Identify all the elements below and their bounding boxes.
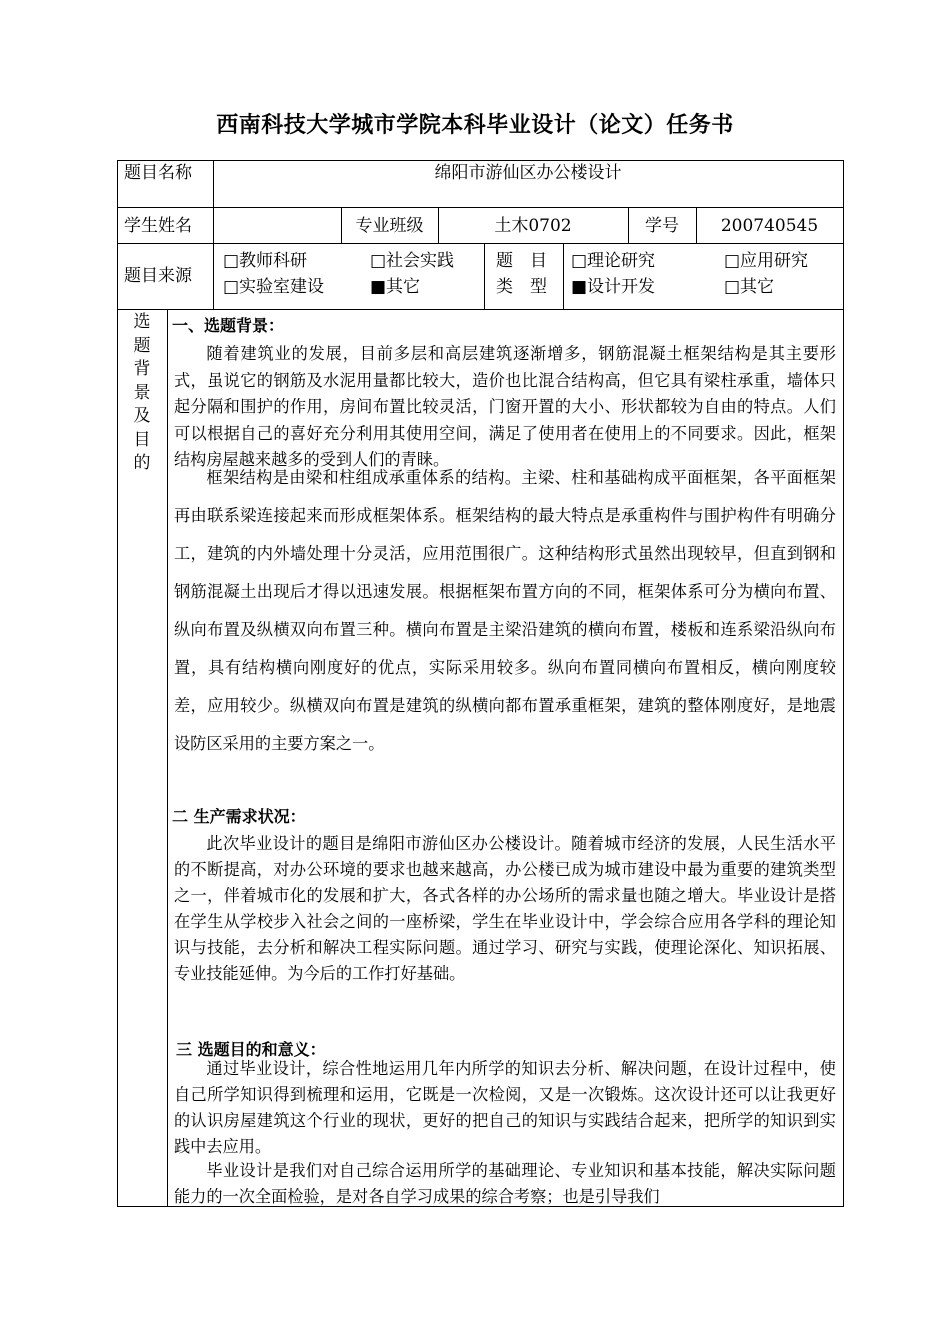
section-2-title: 二 生产需求状况： <box>172 807 306 826</box>
source-option-lab-construction: □实验室建设 <box>223 277 325 297</box>
topic-label: 题目名称 <box>124 163 192 183</box>
topic-value: 绵阳市游仙区办公楼设计 <box>434 163 622 183</box>
section-side-label: 选 题 背 景 及 目 的 <box>133 312 151 473</box>
source-option-other: ■其它 <box>370 277 421 297</box>
section-3-paragraph-1: 通过毕业设计，综合性地运用几年内所学的知识去分析、解决问题，在设计过程中，使自己所学知识得到梳理和运用，它既是一次检阅，又是一次锻炼。这次设计还可以让我更好的认识房屋建筑这个行业的现状，更好的把自己的知识与实践结合起来，把所学的知识到实践中去应用。 <box>174 1059 836 1156</box>
student-id-value: 200740545 <box>720 216 819 236</box>
student-id-label: 学号 <box>645 216 679 236</box>
type-option-other: □其它 <box>724 277 775 297</box>
class-value: 土木0702 <box>494 216 572 236</box>
student-name-label: 学生姓名 <box>124 216 192 236</box>
section-1-paragraph-2: 框架结构是由梁和柱组成承重体系的结构。主梁、柱和基础构成平面框架，各平面框架再由联系梁连接起来而形成框架体系。框架结构的最大特点是承重构件与围护构件有明确分工，建筑的内外墙处理十分灵活，应用范围很广。这种结构形式虽然出现较早，但直到钢和钢筋混凝土出现后才得以迅速发展。根据框架布置方向的不同，框架体系可分为横向布置、纵向布置及纵横双向布置三种。横向布置是主梁沿建筑的横向布置，楼板和连系梁沿纵向布置，具有结构横向刚度好的优点，实际采用较多。纵向布置同横向布置相反，横向刚度较差，应用较少。纵横双向布置是建筑的纵横向都布置承重框架，建筑的整体刚度好，是地震设防区采用的主要方案之一。 <box>174 468 836 753</box>
type-option-applied: □应用研究 <box>724 251 809 271</box>
document-title: 西南科技大学城市学院本科毕业设计（论文）任务书 <box>216 113 734 138</box>
type-label-line2: 类 型 <box>496 277 547 297</box>
section-3-paragraph-2: 毕业设计是我们对自己综合运用所学的基础理论、专业知识和基本技能，解决实际问题能力的一次全面检验，是对各自学习成果的综合考察；也是引导我们 <box>174 1161 836 1206</box>
section-1-paragraph-1: 随着建筑业的发展，目前多层和高层建筑逐渐增多，钢筋混凝土框架结构是其主要形式，虽说它的钢筋及水泥用量都比较大，造价也比混合结构高，但它具有梁柱承重，墙体只起分隔和围护的作用，房间布置比较灵活，门窗开置的大小、形状都较为自由的特点。人们可以根据自己的喜好充分利用其使用空间，满足了使用者在使用上的不同要求。因此，框架结构房屋越来越多的受到人们的青睐。 <box>174 344 836 469</box>
section-3-title: 三 选题目的和意义： <box>176 1040 326 1059</box>
class-label: 专业班级 <box>355 216 424 236</box>
type-label-line1: 题 目 <box>496 251 547 271</box>
source-option-social-practice: □社会实践 <box>370 251 455 271</box>
source-option-teacher-research: □教师科研 <box>223 251 308 271</box>
section-1-title: 一、选题背景： <box>172 316 285 335</box>
type-option-theory: □理论研究 <box>571 251 656 271</box>
source-label: 题目来源 <box>124 266 192 286</box>
section-2-paragraph-1: 此次毕业设计的题目是绵阳市游仙区办公楼设计。随着城市经济的发展，人民生活水平的不断提高，对办公环境的要求也越来越高，办公楼已成为城市建设中最为重要的建筑类型之一，伴着城市化的发展和扩大，各式各样的办公场所的需求量也随之增大。毕业设计是搭在学生从学校步入社会之间的一座桥梁，学生在毕业设计中，学会综合应用各学科的理论知识与技能，去分析和解决工程实际问题。通过学习、研究与实践，使理论深化、知识拓展、专业技能延伸。为今后的工作打好基础。 <box>174 834 836 983</box>
type-option-design: ■设计开发 <box>571 277 656 297</box>
